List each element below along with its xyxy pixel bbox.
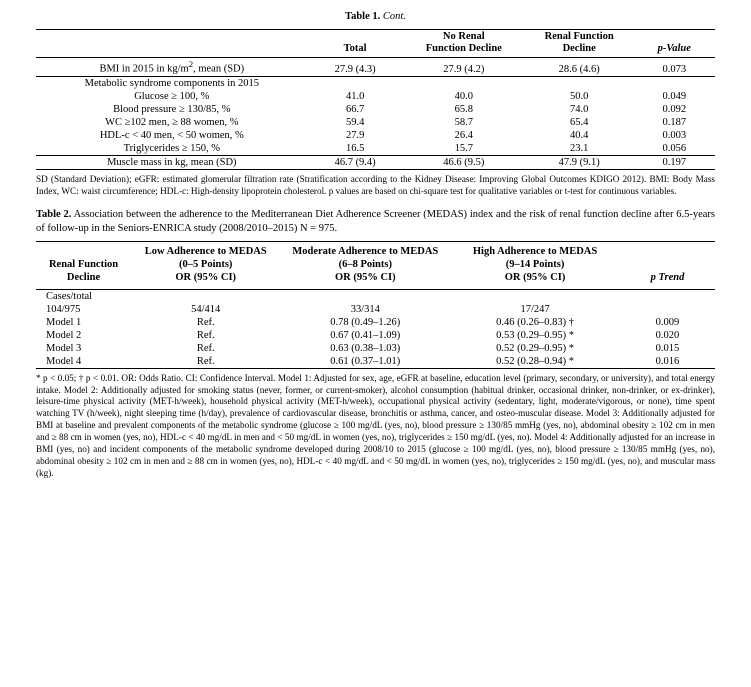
table1-header-2: No Renal Function Decline (403, 29, 525, 57)
table2-header-1-l1: Low Adherence to MEDAS (144, 246, 267, 258)
table2-cell: 0.78 (0.49–1.26) (330, 316, 401, 328)
table2-cell: Ref. (131, 355, 280, 369)
table2-cell: 0.020 (655, 329, 680, 341)
table1-cell: 58.7 (454, 116, 473, 128)
table2-footnote: * p < 0.05; † p < 0.01. OR: Odds Ratio. CI: Confidence Interval. Model 1: Adjusted for sex, age, eGFR at baseline, education level (primary, secondary, or university), and total energy intake. Model 2: Additionally adjusted for smoking status (never, former, or current-smoker), alcohol consumption (habitual drinker, occasional drinker, non-drinker, or ex-drinker), leisure-time physical activity (MET-h/week), household physical activity (MET-h/week), occupational physical activity (sedentary, light, moderate/vigorous, or none), time spent watching TV (h/week), night sleeping time (h/day), prevalence of cardiovascular disease, bronchitis or asthma, cancer, and osteo-muscular disease. Model 3: Additionally adjusted for BMI at baseline and prevalent components of the metabolic syndrome (glucose ≥ 100 mg/dL (yes, no), blood pressure ≥ 130/85 mmHg (yes, no), abdominal obesity ≥ 102 cm in men and ≥ 88 cm in women (yes, no), HDL-c < 40 mg/dL in men and < 50 mg/dL in women (yes, no), triglycerides ≥ 150 mg/dL (yes, no). Model 4: Additionally adjusted for an increase in BMI (yes, no) and incident components of the metabolic syndrome developed during 2008/10 to 2015 (glucose ≥ 100 mg/dL (yes, no), blood pressure ≥ 130/85 mmHg (yes, no), abdominal obesity ≥ 102 cm in men and ≥ 88 cm in women (yes, no), HDL-c < 40 mg/dL and < 50 mg/dL in women (yes, no), triglycerides ≥ 150 mg/dL (yes, no), and muscular mass (kg). (36, 372, 715, 479)
table1-caption (36, 10, 715, 24)
table1-cell: 46.7 (9.4) (308, 155, 403, 169)
table1-cell: 0.073 (634, 58, 716, 77)
table1-header-0 (36, 29, 308, 57)
table-row (36, 129, 715, 142)
table1-row-label: Glucose ≥ 100, % (134, 90, 210, 102)
table1-cell: 23.1 (525, 142, 634, 156)
table1-cell: 16.5 (308, 142, 403, 156)
table1-cell: 65.4 (570, 116, 589, 128)
table2-cell: 17/247 (520, 303, 550, 315)
table1-row-label: HDL-c < 40 men, < 50 women, % (99, 129, 244, 141)
table2-header-4-l1: p Trend (650, 271, 685, 283)
table1-cell: 0.056 (634, 142, 716, 156)
table1-cell: 74.0 (570, 103, 589, 115)
table1-cell: 47.9 (9.1) (525, 155, 634, 169)
table2-cell: 54/414 (191, 303, 221, 315)
table-row (36, 58, 715, 77)
table1-cell: 26.4 (454, 129, 473, 141)
table1-cell (308, 76, 403, 90)
table1-cell: 50.0 (570, 90, 589, 102)
table-row (36, 90, 715, 103)
table2-header-3-l1: High Adherence to MEDAS (472, 246, 598, 258)
table2-model-label: Model 1 (46, 316, 82, 328)
table2-model-label: Model 3 (46, 342, 82, 354)
table1-cell: 15.7 (403, 142, 525, 156)
table1-cell: 28.6 (4.6) (525, 58, 634, 77)
table1-cell: 66.7 (345, 103, 365, 115)
table1-cell: 0.197 (634, 155, 716, 169)
bmi-label-tail: , mean (SD) (193, 63, 245, 75)
table2-cases-total: 104/975 (46, 303, 81, 315)
table1 (36, 29, 715, 170)
bmi-label-sup: 2 (188, 59, 194, 70)
table1-cell: 41.0 (345, 90, 365, 102)
table1-cell (525, 76, 634, 90)
table2-cell-empty (450, 289, 620, 303)
table2-cell: 0.015 (655, 342, 680, 354)
table1-header-1: Total (308, 29, 403, 57)
table2-cell: 0.61 (0.37–1.01) (280, 355, 450, 369)
table1-cell: 27.9 (4.2) (403, 58, 525, 77)
table2-caption-label: Table 2. (36, 209, 72, 221)
table1-caption-label: Table 1. (345, 11, 381, 22)
table1-header-4: p-Value (634, 29, 716, 57)
table-row (36, 355, 715, 369)
table1-cell: 46.6 (9.5) (403, 155, 525, 169)
table1-cell: 40.4 (570, 129, 589, 141)
table2-cell: 0.52 (0.28–0.94) * (450, 355, 620, 369)
table2-cell: 33/314 (350, 303, 380, 315)
table1-caption-text: Cont. (382, 11, 406, 22)
table2-cell: Ref. (196, 316, 215, 328)
table-row (36, 103, 715, 116)
table2-header-0-l2: Decline (66, 271, 101, 283)
table2-model-label: Model 2 (46, 329, 82, 341)
table2-header-0 (36, 242, 131, 289)
table2-cases-label: Cases/total (46, 290, 93, 302)
table1-row-label-bmi (36, 58, 308, 77)
table-row (36, 329, 715, 342)
table1-row-label: Triglycerides ≥ 150, % (36, 142, 308, 156)
table2-header-1-l3: OR (95% CI) (175, 271, 237, 283)
table2-cell: 0.52 (0.29–0.95) * (496, 342, 574, 354)
table1-cell (634, 76, 716, 90)
table2-header-3-l3: OR (95% CI) (504, 271, 566, 283)
table2-header-1-l2: (0–5 Points) (179, 258, 233, 270)
table2-header-3-l2: (9–14 Points) (505, 258, 565, 270)
table1-cell: 0.049 (662, 90, 687, 102)
table1-footnote: SD (Standard Deviation); eGFR: estimated glomerular filtration rate (Stratification according to the Kidney Disease: Improving Global Outcomes KDIGO 2012). BMI: Body Mass Index, WC: waist circumference; HDL-c: High-density lipoprotein cholesterol. p values are based on chi-square test for qualitative variables or t-test for continuous variables. (36, 173, 715, 196)
table2-cell-empty (280, 289, 450, 303)
table2-cell (620, 303, 715, 316)
table1-group-label: Metabolic syndrome components in 2015 (84, 77, 259, 89)
table2-header-0-l1: Renal Function (48, 258, 119, 270)
table-row (36, 342, 715, 355)
table2-cell: 0.63 (0.38–1.03) (330, 342, 401, 354)
page-content (36, 10, 715, 480)
table2-cell: 0.016 (620, 355, 715, 369)
table-row (36, 316, 715, 329)
table2-header-3 (450, 242, 620, 289)
table1-cell: 0.092 (662, 103, 687, 115)
table2-header-2-l3: OR (95% CI) (334, 271, 396, 283)
table2 (36, 241, 715, 368)
table-row (36, 76, 715, 90)
table2-cell-empty (620, 289, 715, 303)
table1-row-label: Muscle mass in kg, mean (SD) (36, 155, 308, 169)
table2-caption-text: Association between the adherence to the Mediterranean Diet Adherence Screener (MEDAS) index and the risk of renal function decline after 6.5-years of follow-up in the Seniors-ENRICA study (2008/2010–2015) N = 975. (36, 209, 716, 235)
table2-header-4 (620, 242, 715, 289)
table1-cell: 27.9 (4.3) (308, 58, 403, 77)
table2-header-row (36, 242, 715, 289)
table2-cell: 0.009 (655, 316, 680, 328)
table2-header-2-l2: (6–8 Points) (338, 258, 392, 270)
table-row (36, 155, 715, 169)
paper-page (0, 10, 751, 687)
table1-cell: 0.003 (662, 129, 687, 141)
table1-header-row (36, 29, 715, 57)
table1-header-3: Renal Function Decline (525, 29, 634, 57)
table-row (36, 289, 715, 303)
table2-cell-empty (131, 289, 280, 303)
table2-cell: Ref. (196, 342, 215, 354)
table2-header-2 (280, 242, 450, 289)
table2-model-label: Model 4 (36, 355, 131, 369)
table1-cell: 59.4 (345, 116, 365, 128)
table2-caption (36, 208, 715, 236)
table-row (36, 303, 715, 316)
table2-cell: 0.46 (0.26–0.83) † (496, 316, 574, 328)
table1-cell: 40.0 (454, 90, 473, 102)
table2-cell: 0.67 (0.41–1.09) (330, 329, 401, 341)
table2-cell: 0.53 (0.29–0.95) * (496, 329, 574, 341)
table1-row-label: Blood pressure ≥ 130/85, % (113, 103, 231, 115)
table1-cell: 27.9 (345, 129, 365, 141)
table2-header-2-l1: Moderate Adherence to MEDAS (292, 246, 439, 258)
section-spacer (36, 197, 715, 208)
table1-cell: 0.187 (662, 116, 687, 128)
table1-cell: 65.8 (454, 103, 473, 115)
table2-header-1 (131, 242, 280, 289)
table1-cell (403, 76, 525, 90)
table-row (36, 116, 715, 129)
bmi-label-text: BMI in 2015 in kg/m (99, 63, 189, 75)
table2-cell: Ref. (196, 329, 215, 341)
table1-row-label: WC ≥102 men, ≥ 88 women, % (105, 116, 239, 128)
table-row (36, 142, 715, 156)
